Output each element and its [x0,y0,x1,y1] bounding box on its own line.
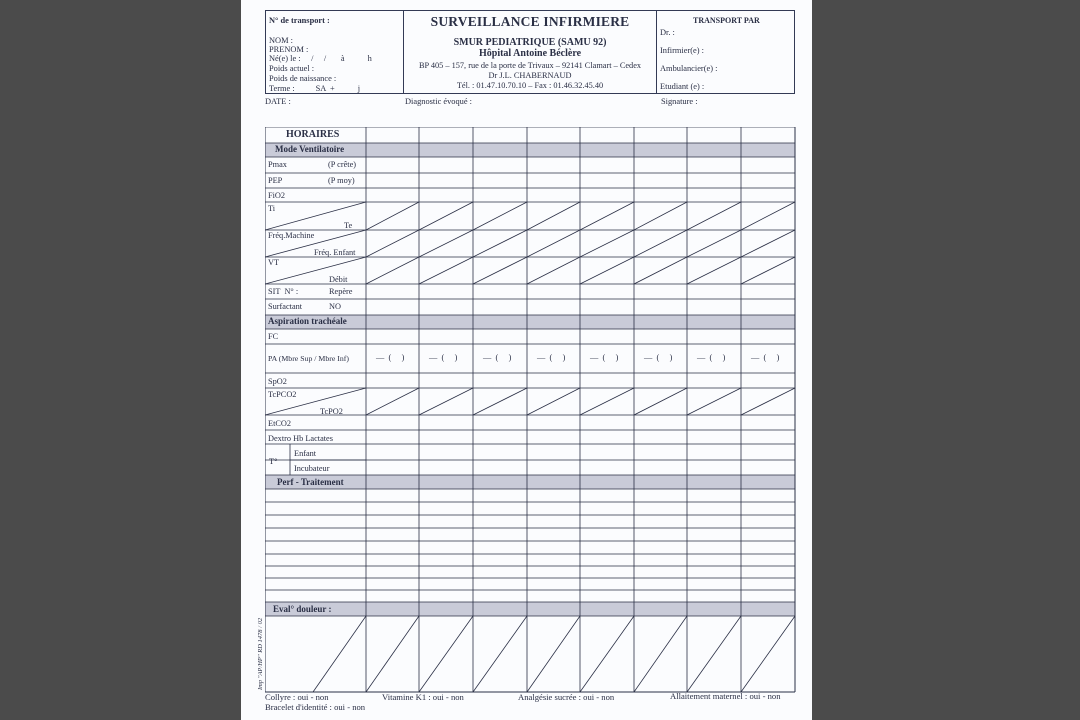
cell-diagonal [687,388,741,415]
section-band-eval [265,602,795,616]
transport-number-label: N° de transport : [269,16,330,25]
horaires-label: HORAIRES [286,129,340,140]
pa-cell: — ( ) [751,353,780,362]
header-box [265,10,795,94]
ambulance-field-label: Ambulancier(e) : [660,64,718,73]
eval-diagonal [366,616,419,692]
pa-cell: — ( ) [644,353,673,362]
cell-diagonal [741,257,795,284]
eval-diagonal [741,616,795,692]
cell-diagonal [419,202,473,230]
dextro-label: Dextro Hb Lactates [268,434,333,443]
fc-label: FC [268,332,279,341]
allaitement-label: Allaitement maternel : oui - non [670,691,781,701]
pep-label: PEP [268,176,283,185]
cell-diagonal [473,230,527,257]
patient-info-block [266,11,404,93]
surfactant-no-label: NO [329,302,341,311]
bracelet-label: Bracelet d'identité : oui - non [265,702,366,712]
eval-diagonal [527,616,580,692]
sit-label: SIT N° : [268,287,299,296]
eval-douleur-label: Eval° douleur : [273,604,332,614]
vitamine-label: Vitamine K1 : oui - non [382,692,464,702]
pa-cell: — ( ) [483,353,512,362]
eval-diagonal [580,616,634,692]
incubateur-label: Incubateur [294,464,330,473]
doctor-name: Dr J.L. CHABERNAUD [488,71,572,80]
cell-diagonal [473,202,527,230]
pcrete-label: (P crête) [328,160,357,169]
cell-diagonal [527,202,580,230]
cell-diagonal [634,388,687,415]
cell-diagonal [634,257,687,284]
cell-diagonal [473,388,527,415]
cell-diagonal [741,230,795,257]
transport-by-title: TRANSPORT PAR [693,16,760,25]
freq-machine-label: Fréq.Machine [268,231,315,240]
pa-cell: — ( ) [590,353,619,362]
doctor-field-label: Dr. : [660,28,675,37]
cell-diagonal [741,388,795,415]
eval-diagonal [419,616,473,692]
eval-diagonal [313,616,366,692]
label-diagonal [265,257,366,284]
surfactant-label: Surfactant [268,302,303,311]
debit-label: Débit [329,275,348,284]
cell-diagonal [527,388,580,415]
print-reference: Imp "AP/HP" RD 1478 / 02 [257,617,264,690]
cell-diagonal [687,230,741,257]
birthdate-label: Né(e) le : / / à h [269,54,372,63]
freq-enfant-label: Fréq. Enfant [314,248,356,257]
cell-diagonal [741,202,795,230]
pa-cell: — ( ) [429,353,458,362]
cell-diagonal [366,230,419,257]
pa-label: PA (Mbre Sup / Mbre Inf) [268,354,349,363]
form-sheet [241,0,812,720]
enfant-label: Enfant [294,449,317,458]
section-band-mode-ventilatoire [265,143,795,157]
section-band-perf [265,475,795,489]
mode-ventilatoire-label: Mode Ventilatoire [275,144,345,154]
perf-traitement-label: Perf - Traitement [277,477,344,487]
prenom-label: PRENOM : [269,45,309,54]
cell-diagonal [687,257,741,284]
cell-diagonal [580,388,634,415]
fio2-label: FiO2 [268,191,286,200]
cell-diagonal [634,202,687,230]
collyre-label: Collyre : oui - non [265,692,329,702]
birth-weight-label: Poids de naissance : [269,74,337,83]
cell-diagonal [580,257,634,284]
table-grid-lines [265,127,796,693]
hospital-address: BP 405 – 157, rue de la porte de Trivaux – 92141 Clamart – Cedex [418,61,642,70]
cell-diagonal [473,257,527,284]
te-label: Te [344,221,353,230]
cell-diagonal [366,202,419,230]
date-label: DATE : [265,97,291,106]
service-name: SMUR PEDIATRIQUE (SAMU 92) [453,37,607,48]
eval-diagonal [473,616,527,692]
student-field-label: Etudiant (e) : [660,82,705,91]
repere-label: Repère [329,287,353,296]
temperature-label: T° [269,457,278,466]
cell-diagonal [527,230,580,257]
cell-diagonal [419,388,473,415]
analgesie-label: Analgésie sucrée : oui - non [518,692,615,702]
phone-fax: Tél. : 01.47.10.70.10 – Fax : 01.46.32.45.40 [456,81,604,90]
pmax-label: Pmax [268,160,287,169]
eval-diagonal [687,616,741,692]
tcpco2-label: TcPCO2 [268,390,297,399]
diagnostic-label: Diagnostic évoqué : [405,97,472,106]
vt-label: VT [268,258,280,267]
cell-diagonal [580,230,634,257]
monitoring-table [265,127,796,693]
page-title: SURVEILLANCE INFIRMIERE [430,14,630,29]
nom-label: NOM : [269,36,293,45]
pa-cell: — ( ) [376,353,405,362]
hospital-name: Hôpital Antoine Béclère [478,48,582,59]
pa-cell: — ( ) [697,353,726,362]
header-title-block [404,11,656,93]
eval-diagonal [634,616,687,692]
cell-diagonal [419,230,473,257]
cell-diagonal [687,202,741,230]
tcpo2-label: TcPO2 [320,407,343,416]
current-weight-label: Poids actuel : [269,64,315,73]
term-label: Terme : SA + j [269,84,361,93]
cell-diagonal [366,388,419,415]
signature-label: Signature : [661,97,698,106]
cell-diagonal [527,257,580,284]
transport-by-block [656,11,794,93]
spo2-label: SpO2 [268,377,287,386]
cell-diagonal [634,230,687,257]
pmoy-label: (P moy) [328,176,355,185]
cell-diagonal [580,202,634,230]
aspiration-label: Aspiration trachéale [268,316,347,326]
ti-label: Ti [268,204,276,213]
pa-cell: — ( ) [537,353,566,362]
nurse-field-label: Infirmier(e) : [660,46,704,55]
cell-diagonal [419,257,473,284]
cell-diagonal [366,257,419,284]
etco2-label: EtCO2 [268,419,292,428]
